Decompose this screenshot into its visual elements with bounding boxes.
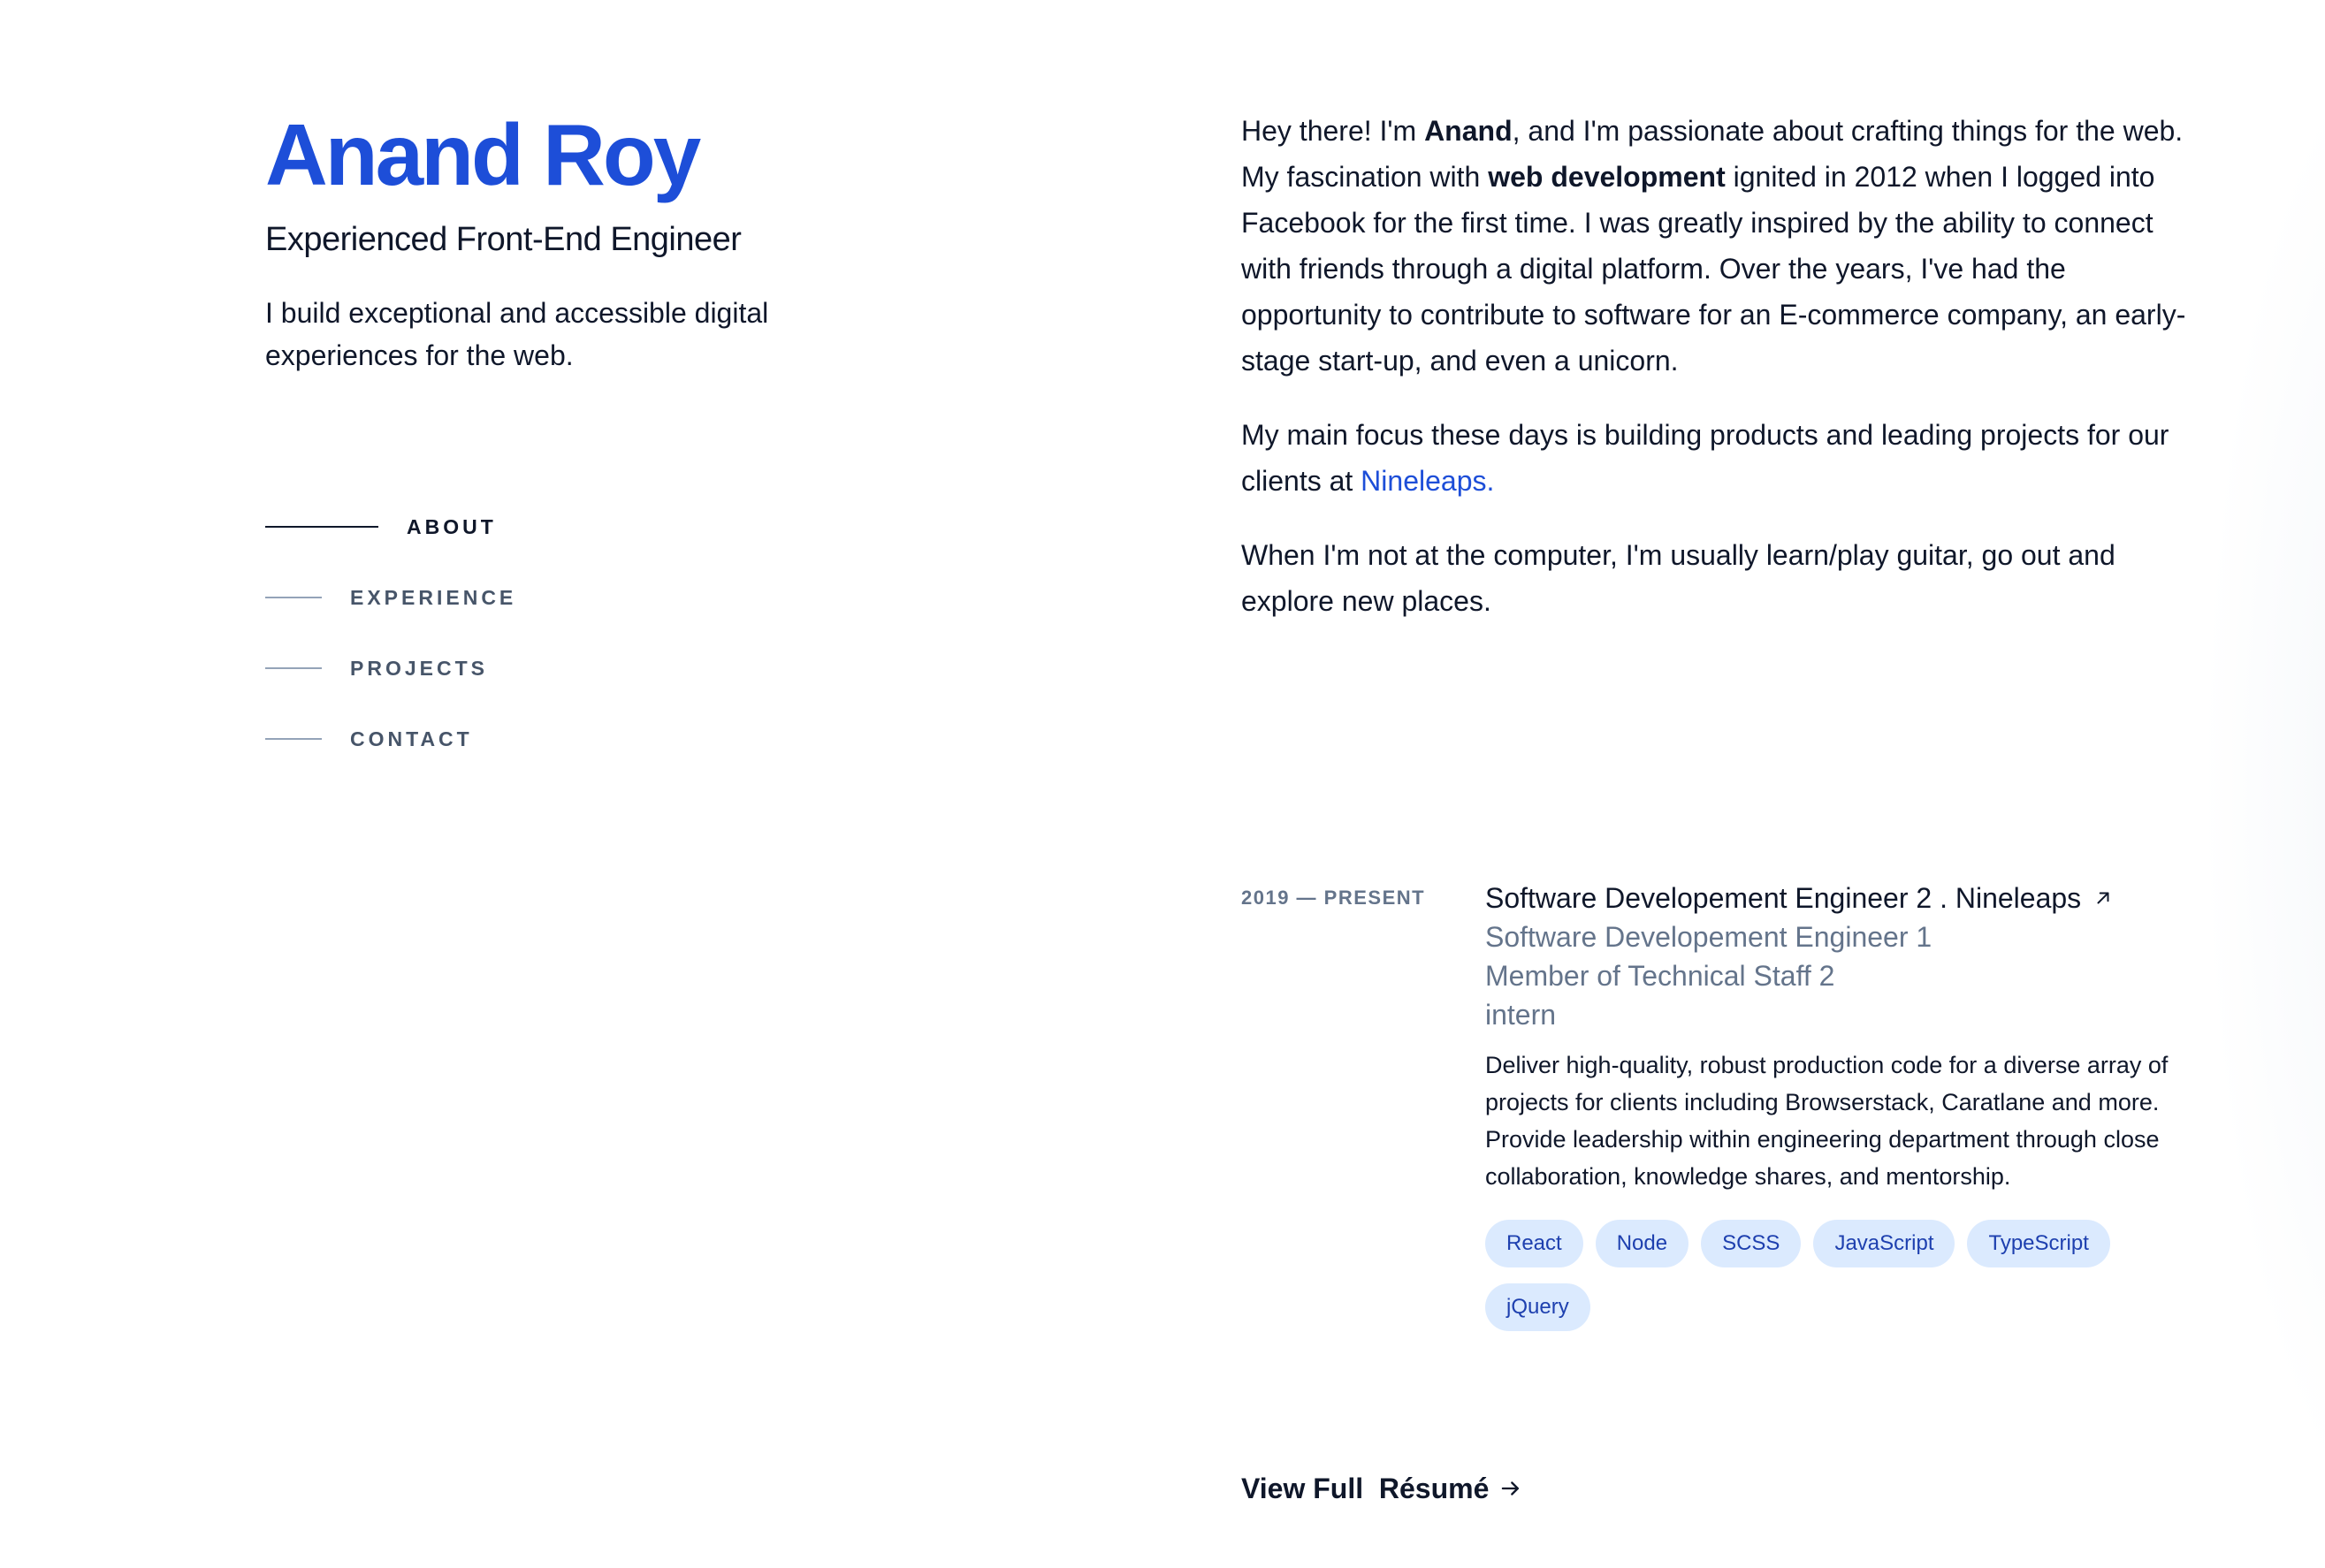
profile-name[interactable]: Anand Roy — [265, 106, 699, 203]
tech-tag: JavaScript — [1813, 1220, 1955, 1267]
about-web-dev-strong: web development — [1488, 161, 1726, 193]
experience-description: Deliver high-quality, robust production code for a diverse array of projects for clients including Browserstack, Caratlane and more. Provide leadership within engineering department through close collaboration, knowledge shares, and mentorship. — [1485, 1052, 2169, 1190]
about-text: ignited in 2012 when I logged into Facebook for the first time. I was greatly inspired by the ability to connect with friends through a digital platform. Over the years, I've had the opportunity to contribute to software for an E-commerce company, an early-stage start-up, and even a unicorn. — [1241, 161, 2186, 377]
view-resume-link[interactable] — [1241, 1469, 1522, 1508]
arrow-right-icon — [1499, 1477, 1522, 1500]
nav-item-about[interactable] — [265, 509, 516, 544]
experience-date: 2019 — PRESENT — [1241, 887, 1426, 909]
nav-indicator-line — [265, 738, 322, 740]
nav-item-label: CONTACT — [350, 727, 473, 750]
experience-title: Software Developement Engineer 2 . Nineleaps — [1485, 882, 2082, 914]
about-text: Hey there! I'm — [1241, 115, 1425, 147]
about-text: , and I'm passionate about crafting things for the web. My fascination with — [1241, 115, 2184, 193]
about-section — [1241, 108, 2196, 652]
experience-entry[interactable] — [1241, 879, 2196, 1347]
about-paragraph-focus — [1241, 412, 2196, 504]
tech-tag: SCSS — [1701, 1220, 1801, 1267]
nav-item-experience[interactable] — [265, 580, 516, 615]
nav-item-label: PROJECTS — [350, 656, 488, 680]
tech-tag-list — [1485, 1220, 2192, 1347]
about-name-strong: Anand — [1424, 115, 1513, 147]
experience-title-link[interactable] — [1485, 879, 2192, 917]
about-text: My main focus these days is building products and leading projects for our clients at — [1241, 419, 2169, 497]
nav-indicator-line — [265, 526, 378, 528]
view-resume-label: View Full Résumé — [1241, 1473, 1490, 1504]
about-paragraph-hobbies: When I'm not at the computer, I'm usually learn/play guitar, go out and explore new places. — [1241, 539, 2115, 617]
profile-header — [265, 106, 1061, 377]
tech-tag: jQuery — [1485, 1283, 1590, 1331]
background-edge-glow — [2201, 0, 2325, 1568]
about-paragraph-intro — [1241, 108, 2196, 384]
tech-tag: Node — [1596, 1220, 1688, 1267]
previous-title: Software Developement Engineer 1 — [1485, 921, 1932, 953]
nav-item-contact[interactable] — [265, 721, 516, 757]
nav-item-label: EXPERIENCE — [350, 585, 517, 609]
previous-title: Member of Technical Staff 2 — [1485, 960, 1835, 992]
experience-body — [1485, 879, 2192, 1347]
tech-tag: TypeScript — [1967, 1220, 2109, 1267]
tech-tag: React — [1485, 1220, 1583, 1267]
nav-indicator-line — [265, 597, 322, 598]
nav-indicator-line — [265, 667, 322, 669]
nineleaps-link[interactable]: Nineleaps. — [1361, 465, 1495, 497]
previous-title: intern — [1485, 999, 1557, 1031]
nav-item-projects[interactable] — [265, 651, 516, 686]
profile-tagline: I build exceptional and accessible digital experiences for the web. — [265, 297, 769, 371]
profile-role: Experienced Front-End Engineer — [265, 221, 742, 258]
arrow-up-right-icon — [2093, 888, 2113, 908]
section-nav — [265, 509, 516, 792]
nav-item-label: ABOUT — [407, 514, 497, 538]
